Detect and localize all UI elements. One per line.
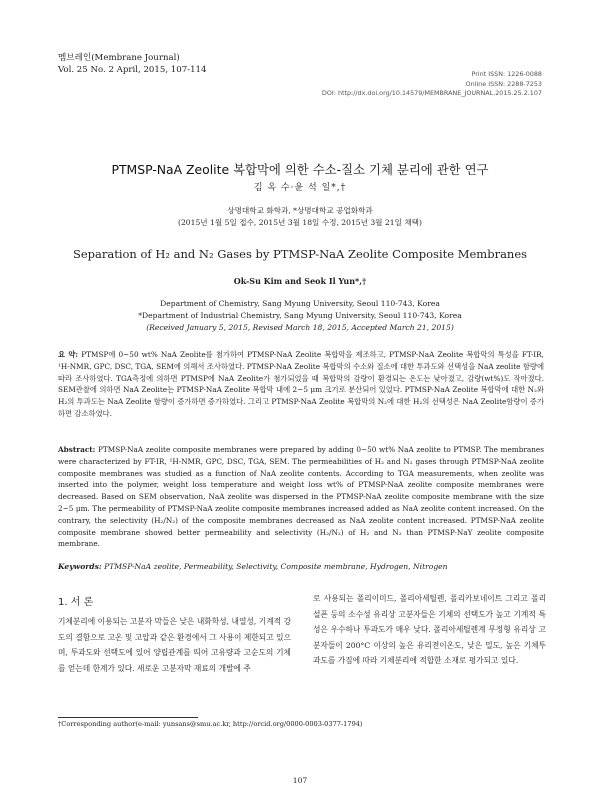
english-abstract-label: Abstract: [58,445,96,454]
korean-affiliation: 상명대학교 화학과, *상명대학교 공업화학과 [227,206,373,215]
korean-abstract [58,349,544,420]
korean-title: PTMSP-NaA Zeolite 복합막에 의한 수소-질소 기체 분리에 관한 연구 [111,162,489,177]
english-received: (Received January 5, 2015, Revised March 18, 2015, Accepted March 21, 2015) [146,323,454,332]
korean-affiliation-block [0,205,600,229]
online-issn: Online ISSN: 2288-7253 [465,79,542,88]
doi[interactable]: DOI: http://dx.doi.org/10.14579/MEMBRANE_JOURNAL.2015.25.2.107 [321,89,542,97]
print-issn: Print ISSN: 1226-0088 [471,70,542,78]
korean-abstract-label: 요 약: [58,350,79,359]
journal-volume: Vol. 25 No. 2 April, 2015, 107-114 [58,65,207,75]
footnote-rule [58,717,198,718]
section-heading: 1. 서 론 [58,597,94,608]
english-authors: Ok-Su Kim and Seok Il Yun*,† [233,276,367,286]
body-column-2: 로 사용되는 폴리이미드, 폴리아세틸렌, 폴리카보네이트 그리고 폴리설폰 등의 소수성 유리상 고분자들은 기체의 선택도가 높고 기계적 특성은 우수하나 투과도가 매우 낮다. 폴리아세틸렌계 무정형 유리상 고분자들이 200°C 이상의 높은 유리전이온도, 낮은 밀도, 높은 기체투과도를 가짐에 따라 기체분리에 적합한 소재로 평가되고 있다. [313,594,546,666]
journal-header [58,52,207,76]
english-affiliation-1: Department of Chemistry, Sang Myung University, Seoul 110-743, Korea [160,299,440,308]
korean-abstract-text: PTMSP에 0~50 wt% NaA Zeolite를 첨가하여 PTMSP-NaA Zeolite 복합막을 제조하고, PTMSP-NaA Zeolite 복합막의 특성을 FT-IR, ¹H-NMR, GPC, DSC, TGA, SEM에 의해서 조사하였다. PTMSP-NaA Zeolite 복합막의 수소와 질소에 대한 투과도와 선택성을 NaA zeolite 함량에 따라 조사하였다. TGA측정에 의하면 PTMSP에 NaA Zeolite가 첨가되었을 때 복합막의 감량이 환경되는 온도는 낮아졌고, 감량(wt%)도 작아졌다. SEM관찰에 의하면 NaA Zeolite는 PTMSP-NaA Zeolite 복합막 내에 2~5 μm 크기로 분산되어 있었다. PTMSP-NaA Zeolite 복합막에 대한 N₂와 H₂의 투과도는 NaA Zeolite 함량이 증가하면 증가하였다. 그리고 PTMSP-NaA Zeolite 복합막의 N₂에 대한 H₂의 선택성은 NaA Zeolite함량이 증가하면 감소하였다. [58,350,544,418]
identifier-block [322,70,542,99]
page-number: 107 [292,776,308,785]
korean-received: (2015년 1월 5일 접수, 2015년 3월 18일 수정, 2015년 3월 21일 채택) [178,218,422,227]
footnote: †Corresponding author(e-mail: yunsans@smu.ac.kr, http://orcid.org/0000-0003-0377-1794) [58,720,363,728]
english-affiliation-2: *Department of Industrial Chemistry, Sang Myung University, Seoul 110-743, Korea [138,311,462,320]
keywords [58,562,544,571]
keywords-text: PTMSP-NaA zeolite, Permeability, Selectivity, Composite membrane, Hydrogen, Nitrogen [104,562,448,571]
journal-name: 멤브레인(Membrane Journal) [58,53,180,63]
english-affiliation-block [0,298,600,334]
english-title: Separation of H₂ and N₂ Gases by PTMSP-NaA Zeolite Composite Membranes [72,247,528,261]
keywords-label: Keywords: [58,562,102,571]
english-abstract [58,444,544,550]
english-abstract-text: PTMSP-NaA zeolite composite membranes were prepared by adding 0~50 wt% NaA zeolite to PTMSP. The membranes were characterized by FT-IR, ¹H-NMR, GPC, DSC, TGA, SEM. The permeabilities of H₂ and N₂ gases through PTMSP-NaA zeolite composite membranes was studied as a function of NaA zeolite contents. According to TGA measurements, when zeolite was inserted into the polymer, weight loss temperature and weight loss wt% of PTMSP-NaA zeolite composite membranes were decreased. Based on SEM observation, NaA zeolite was dispersed in the PTMSP-NaA zeolite composite membrane with the size 2~5 μm. The permeability of PTMSP-NaA zeolite composite membranes increased added as NaA zeolite content increased. On the contrary, the selectivity (H₂/N₂) of the composite membranes decreased as NaA zeolite content increased. PTMSP-NaA zeolite composite membrane showed better permeability and selectivity (H₂/N₂) of H₂ and N₂ than PTMSP-NaY zeolite composite membrane. [58,445,544,549]
body-column-1: 기체분리에 이용되는 고분자 막들은 낮은 내화학성, 내열성, 기계적 강도의 결함으로 고온 및 고압과 같은 환경에서 그 사용이 제한되고 있으며, 투과도와 선택도에 있어 양립관계를 띄어 고유량과 고순도의 기체를 얻는데 한계가 있다. 새로운 고분자막 재료의 개발에 주 [58,617,291,673]
korean-authors: 김 옥 수·윤 석 일*,† [253,183,347,193]
